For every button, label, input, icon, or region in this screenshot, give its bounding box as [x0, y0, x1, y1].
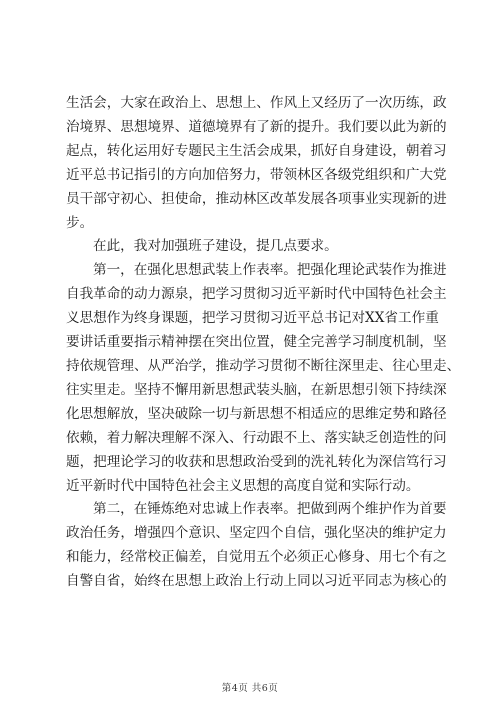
- text-line: 义思想作为终身课题，把学习贯彻习近平总书记对XX省工作重: [66, 310, 439, 327]
- paragraph: [66, 498, 447, 594]
- paragraph: [66, 235, 438, 259]
- text-line: 依赖，着力解决理解不深入、行动跟不上、落实缺乏创造性的问: [66, 429, 447, 446]
- paragraph: [66, 92, 447, 235]
- document-body: [66, 92, 461, 594]
- text-line: 第一，在强化思想武装上作表率。把强化理论武装作为推进: [93, 262, 447, 279]
- text-line: 自警自省，始终在思想上政治上行动上同以习近平同志为核心的: [66, 573, 447, 590]
- text-line: 要讲话重要指示精神摆在突出位置，健全完善学习制度机制，坚: [66, 334, 447, 351]
- text-line: 起点，转化运用好专题民主生活会成果，抓好自身建设，朝着习: [66, 142, 447, 159]
- text-line: 第二，在锤炼绝对忠诚上作表率。把做到两个维护作为首要: [93, 501, 447, 518]
- text-line: 生活会，大家在政治上、思想上、作风上又经历了一次历练，政: [66, 95, 447, 111]
- text-line: 和能力，经常校正偏差，自觉用五个必须正心修身、用七个有之: [66, 549, 447, 566]
- text-line: 治境界、思想境界、道德境界有了新的提升。我们要以此为新的: [66, 118, 447, 135]
- text-line: 持依规管理、从严治学，推动学习贯彻不断往深里走、往心里走、: [66, 357, 461, 374]
- text-line: 题，把理论学习的收获和思想政治受到的洗礼转化为深信笃行习: [66, 453, 447, 470]
- text-line: 员干部守初心、担使命，推动林区改革发展各项事业实现新的进: [66, 190, 447, 207]
- text-line: 自我革命的动力源泉，把学习贯彻习近平新时代中国特色社会主: [66, 286, 447, 303]
- page-footer: 第4页 共6页: [221, 683, 279, 694]
- text-line: 步。: [66, 214, 94, 231]
- text-line: 化思想解放，坚决破除一切与新思想不相适应的思维定势和路径: [66, 405, 447, 422]
- text-line: 政治任务，增强四个意识、坚定四个自信，强化坚决的维护定力: [66, 525, 447, 542]
- text-line: 往实里走。坚持不懈用新思想武装头脑，在新思想引领下持续深: [66, 381, 447, 398]
- text-line: 近平新时代中国特色社会主义思想的高度自觉和实际行动。: [66, 477, 420, 494]
- text-line: 近平总书记指引的方向加倍努力，带领林区各级党组织和广大党: [66, 166, 447, 183]
- paragraph: [66, 259, 461, 498]
- text-line: 在此，我对加强班子建设，提几点要求。: [93, 238, 338, 255]
